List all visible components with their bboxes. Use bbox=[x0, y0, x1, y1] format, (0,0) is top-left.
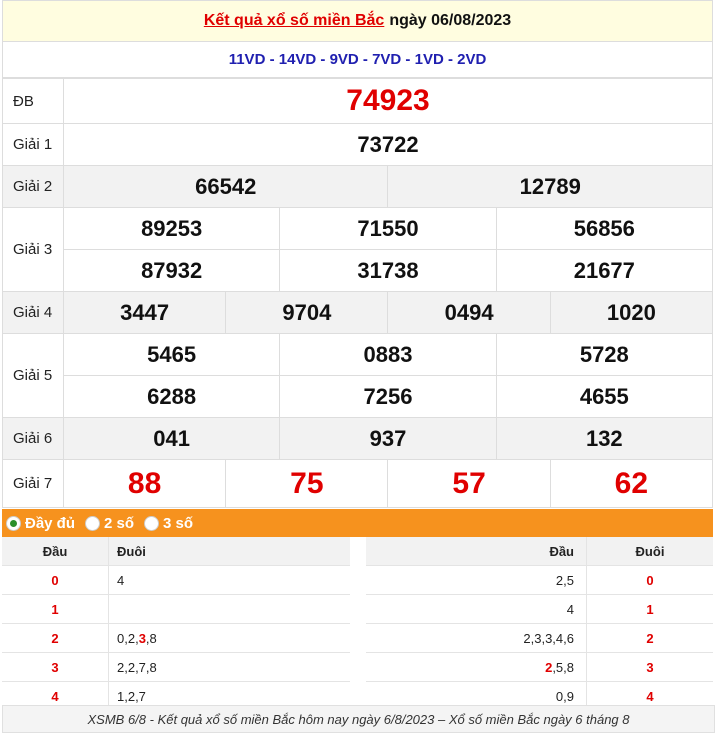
g5-value: 5728 bbox=[496, 334, 712, 376]
radio-icon[interactable] bbox=[85, 516, 100, 531]
g7-value: 57 bbox=[388, 460, 550, 508]
g4-value: 1020 bbox=[550, 292, 712, 334]
loto-tails: 1,2,7 bbox=[109, 682, 351, 711]
g5-label: Giải 5 bbox=[3, 334, 64, 418]
result-panel bbox=[2, 0, 713, 727]
g4-label: Giải 4 bbox=[3, 292, 64, 334]
g5-value: 4655 bbox=[496, 376, 712, 418]
loto-tail-digit: 0 bbox=[587, 566, 714, 595]
prize-table bbox=[2, 78, 713, 508]
loto-tails bbox=[109, 595, 351, 624]
option-full-label: Đầy đủ bbox=[25, 514, 76, 532]
loto-tables bbox=[2, 537, 713, 711]
g3-label: Giải 3 bbox=[3, 208, 64, 292]
col-dau: Đầu bbox=[2, 537, 109, 566]
loto-tail-digit: 4 bbox=[587, 682, 714, 711]
option-3-digits[interactable] bbox=[144, 515, 193, 532]
radio-selected-icon[interactable] bbox=[6, 516, 21, 531]
g1-label: Giải 1 bbox=[3, 124, 64, 166]
loto-tail-digit: 3 bbox=[587, 653, 714, 682]
loto-heads bbox=[366, 653, 587, 682]
title-link[interactable]: Kết quả xổ số miền Bắc bbox=[203, 12, 385, 29]
display-options-bar bbox=[2, 509, 713, 537]
col-duoi: Đuôi bbox=[109, 537, 351, 566]
loto-head-digit: 1 bbox=[2, 595, 109, 624]
loto-head-digit: 4 bbox=[2, 682, 109, 711]
loto-tail-digit: 2 bbox=[587, 624, 714, 653]
g5-value: 5465 bbox=[64, 334, 280, 376]
g4-value: 0494 bbox=[388, 292, 550, 334]
g2-label: Giải 2 bbox=[3, 166, 64, 208]
title-date: ngày 06/08/2023 bbox=[389, 12, 512, 29]
loto-head-digit: 2 bbox=[2, 624, 109, 653]
g3-value: 87932 bbox=[64, 250, 280, 292]
caption-footer: XSMB 6/8 - Kết quả xổ số miền Bắc hôm nay ngày 6/8/2023 – Xổ số miền Bắc ngày 6 tháng 8 bbox=[2, 705, 715, 733]
loto-heads: 2,3,3,4,6 bbox=[366, 624, 587, 653]
g3-value: 71550 bbox=[280, 208, 496, 250]
g6-value: 132 bbox=[496, 418, 712, 460]
g6-label: Giải 6 bbox=[3, 418, 64, 460]
result-title bbox=[2, 0, 713, 41]
special-prize-value: 74923 bbox=[64, 79, 713, 124]
g5-value: 0883 bbox=[280, 334, 496, 376]
loto-table-tail bbox=[366, 537, 713, 711]
g4-value: 9704 bbox=[226, 292, 388, 334]
g2-value: 12789 bbox=[388, 166, 713, 208]
g3-value: 21677 bbox=[496, 250, 712, 292]
loto-head-digit: 3 bbox=[2, 653, 109, 682]
g7-value: 88 bbox=[64, 460, 226, 508]
g2-value: 66542 bbox=[64, 166, 388, 208]
special-tail: 3 bbox=[138, 630, 146, 646]
special-head: 2 bbox=[545, 659, 553, 675]
g3-value: 89253 bbox=[64, 208, 280, 250]
loto-heads: 4 bbox=[366, 595, 587, 624]
col-dau: Đầu bbox=[366, 537, 587, 566]
option-3-label: 3 số bbox=[163, 514, 194, 532]
g7-label: Giải 7 bbox=[3, 460, 64, 508]
g6-value: 937 bbox=[280, 418, 496, 460]
g4-value: 3447 bbox=[64, 292, 226, 334]
loto-head-digit: 0 bbox=[2, 566, 109, 595]
g6-value: 041 bbox=[64, 418, 280, 460]
g1-value: 73722 bbox=[64, 124, 713, 166]
tail-part: ,8 bbox=[145, 630, 157, 646]
col-duoi: Đuôi bbox=[587, 537, 714, 566]
g3-value: 56856 bbox=[496, 208, 712, 250]
head-part: ,5,8 bbox=[552, 659, 574, 675]
loto-tails: 2,2,7,8 bbox=[109, 653, 351, 682]
radio-icon[interactable] bbox=[144, 516, 159, 531]
tail-part: 0,2, bbox=[117, 630, 139, 646]
option-2-label: 2 số bbox=[104, 514, 135, 532]
db-label: ĐB bbox=[3, 79, 64, 124]
loto-heads: 2,5 bbox=[366, 566, 587, 595]
g7-value: 62 bbox=[550, 460, 712, 508]
loto-tails bbox=[109, 624, 351, 653]
g5-value: 7256 bbox=[280, 376, 496, 418]
loto-tail-digit: 1 bbox=[587, 595, 714, 624]
option-2-digits[interactable] bbox=[85, 515, 134, 532]
option-full[interactable] bbox=[6, 515, 75, 532]
loto-tails: 4 bbox=[109, 566, 351, 595]
loto-table-head bbox=[2, 537, 350, 711]
g7-value: 75 bbox=[226, 460, 388, 508]
g5-value: 6288 bbox=[64, 376, 280, 418]
loto-heads: 0,9 bbox=[366, 682, 587, 711]
special-codes: 11VD - 14VD - 9VD - 7VD - 1VD - 2VD bbox=[2, 41, 713, 78]
g3-value: 31738 bbox=[280, 250, 496, 292]
